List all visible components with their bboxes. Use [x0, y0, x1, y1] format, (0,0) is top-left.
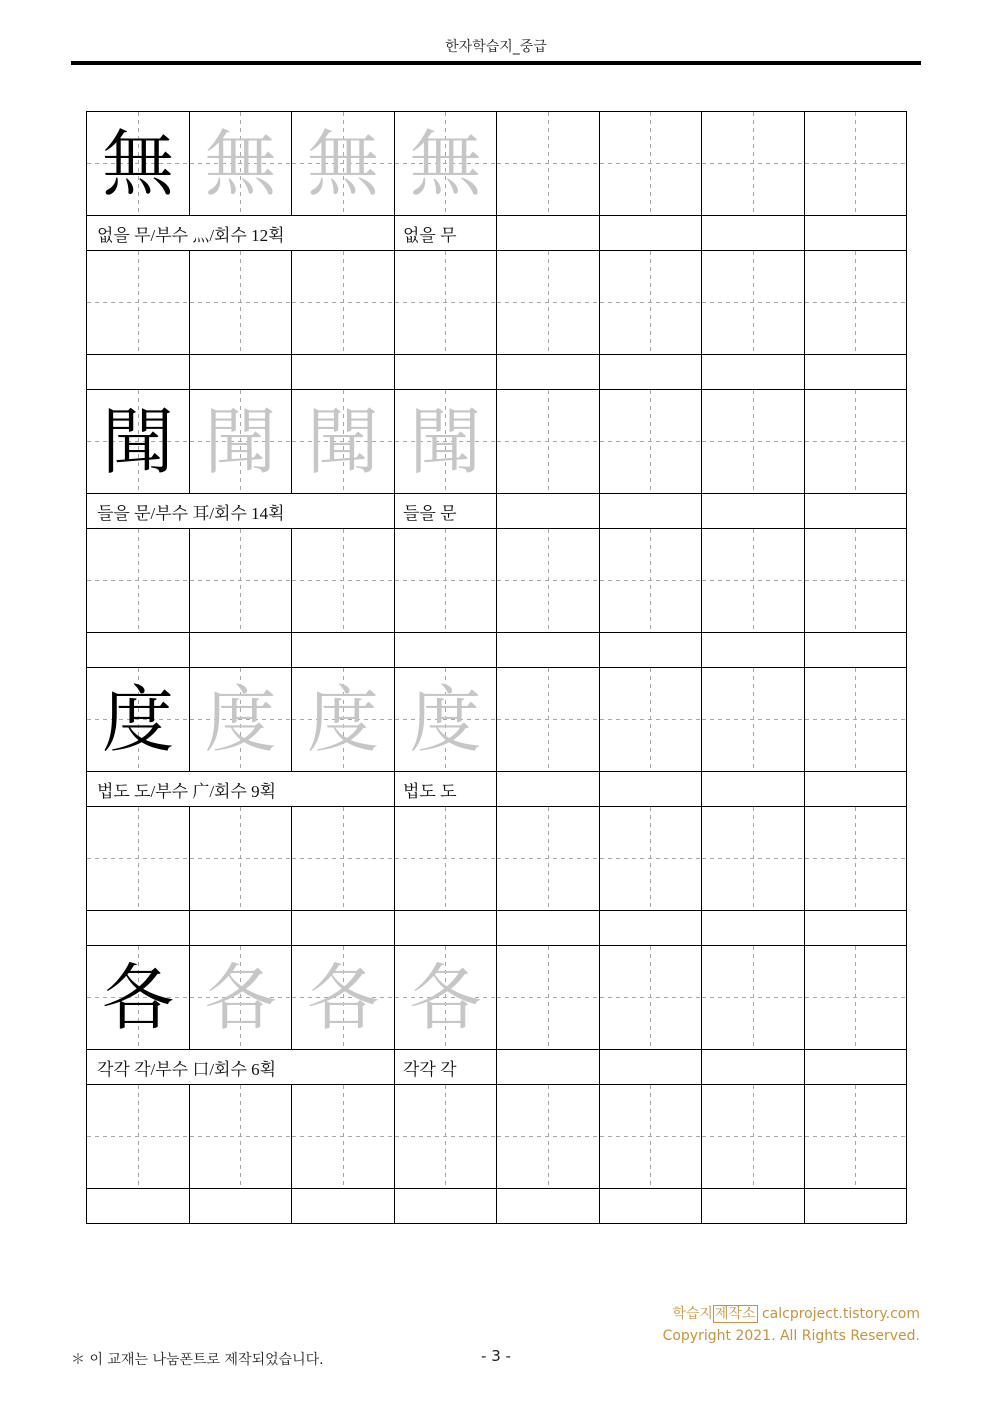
- practice-row: [87, 251, 907, 355]
- char-row: [87, 946, 907, 1050]
- info-row: [87, 1050, 907, 1085]
- char-info-cell: [87, 1050, 395, 1085]
- trace-char: 各: [306, 955, 379, 1040]
- trace-char: 各: [204, 955, 277, 1040]
- char-reading: 들을 문: [403, 503, 457, 523]
- practice-cell: [702, 1085, 805, 1189]
- model-char-cell: [87, 668, 190, 772]
- model-char-cell: [87, 390, 190, 494]
- empty-label-cell: [600, 494, 702, 529]
- empty-label-cell: [600, 216, 702, 251]
- blank-row: [87, 633, 907, 668]
- empty-label-cell: [702, 772, 805, 807]
- model-char-cell: [87, 112, 190, 216]
- practice-cell: [87, 251, 190, 355]
- empty-label-cell: [87, 1189, 190, 1224]
- practice-cell: [497, 529, 600, 633]
- practice-cell: [497, 668, 600, 772]
- practice-cell: [292, 529, 395, 633]
- trace-char: 無: [204, 121, 277, 206]
- trace-char-cell: [190, 946, 292, 1050]
- empty-label-cell: [497, 494, 600, 529]
- empty-label-cell: [395, 355, 497, 390]
- empty-label-cell: [600, 633, 702, 668]
- practice-cell: [600, 807, 702, 911]
- char-reading-cell: [395, 216, 497, 251]
- practice-cell: [805, 251, 907, 355]
- trace-char-cell: [292, 668, 395, 772]
- practice-cell: [805, 1085, 907, 1189]
- empty-label-cell: [805, 1050, 907, 1085]
- empty-label-cell: [600, 772, 702, 807]
- practice-cell: [600, 390, 702, 494]
- trace-char-cell: [395, 112, 497, 216]
- empty-label-cell: [805, 772, 907, 807]
- practice-cell: [190, 251, 292, 355]
- empty-label-cell: [600, 1050, 702, 1085]
- practice-cell: [702, 251, 805, 355]
- trace-char-cell: [395, 668, 497, 772]
- empty-label-cell: [190, 633, 292, 668]
- empty-label-cell: [805, 494, 907, 529]
- empty-label-cell: [600, 1189, 702, 1224]
- blank-row: [87, 1189, 907, 1224]
- practice-cell: [87, 807, 190, 911]
- model-char: 各: [101, 955, 174, 1040]
- empty-label-cell: [497, 216, 600, 251]
- model-char-cell: [87, 946, 190, 1050]
- practice-cell: [702, 807, 805, 911]
- practice-cell: [395, 529, 497, 633]
- empty-label-cell: [395, 911, 497, 946]
- practice-cell: [190, 529, 292, 633]
- empty-label-cell: [702, 355, 805, 390]
- trace-char-cell: [292, 390, 395, 494]
- brand-prefix: 학습지: [672, 1306, 713, 1322]
- practice-cell: [805, 946, 907, 1050]
- char-reading: 각각 각: [403, 1059, 457, 1079]
- practice-cell: [497, 946, 600, 1050]
- trace-char: 度: [204, 677, 277, 762]
- empty-label-cell: [292, 1189, 395, 1224]
- practice-cell: [292, 807, 395, 911]
- trace-char: 無: [306, 121, 379, 206]
- empty-label-cell: [497, 1050, 600, 1085]
- practice-cell: [702, 668, 805, 772]
- empty-label-cell: [395, 633, 497, 668]
- empty-label-cell: [600, 911, 702, 946]
- font-note: ＊ 이 교재는 나눔폰트로 제작되었습니다.: [71, 1352, 324, 1368]
- info-row: [87, 216, 907, 251]
- char-info-cell: [87, 494, 395, 529]
- practice-cell: [190, 807, 292, 911]
- empty-label-cell: [702, 216, 805, 251]
- page-number: - 3 -: [481, 1347, 511, 1365]
- char-info: 들을 문/부수 耳/회수 14획: [97, 503, 285, 523]
- practice-cell: [292, 251, 395, 355]
- empty-label-cell: [497, 633, 600, 668]
- empty-label-cell: [497, 1189, 600, 1224]
- empty-label-cell: [395, 1189, 497, 1224]
- practice-cell: [497, 1085, 600, 1189]
- char-info: 법도 도/부수 广/회수 9획: [97, 781, 277, 801]
- trace-char-cell: [190, 112, 292, 216]
- empty-label-cell: [702, 633, 805, 668]
- practice-cell: [600, 251, 702, 355]
- empty-label-cell: [497, 772, 600, 807]
- trace-char: 各: [409, 955, 482, 1040]
- empty-label-cell: [292, 355, 395, 390]
- trace-char-cell: [395, 390, 497, 494]
- empty-label-cell: [805, 911, 907, 946]
- practice-cell: [497, 390, 600, 494]
- char-info-cell: [87, 772, 395, 807]
- practice-row: [87, 807, 907, 911]
- empty-label-cell: [805, 633, 907, 668]
- empty-label-cell: [190, 355, 292, 390]
- practice-cell: [395, 1085, 497, 1189]
- practice-cell: [497, 807, 600, 911]
- empty-label-cell: [805, 1189, 907, 1224]
- empty-label-cell: [87, 633, 190, 668]
- publisher-brand: [672, 1303, 920, 1323]
- practice-cell: [497, 112, 600, 216]
- practice-cell: [190, 1085, 292, 1189]
- brand-boxed: 제작소: [714, 1306, 756, 1322]
- page-header-title: 한자학습지_중급: [445, 39, 547, 55]
- practice-cell: [805, 112, 907, 216]
- practice-cell: [600, 112, 702, 216]
- char-reading: 법도 도: [403, 781, 457, 801]
- practice-cell: [600, 668, 702, 772]
- empty-label-cell: [600, 355, 702, 390]
- empty-label-cell: [497, 355, 600, 390]
- trace-char-cell: [395, 946, 497, 1050]
- header-rule: [71, 61, 921, 65]
- practice-cell: [702, 112, 805, 216]
- practice-cell: [497, 251, 600, 355]
- char-info: 각각 각/부수 口/회수 6획: [97, 1059, 277, 1079]
- blank-row: [87, 911, 907, 946]
- char-row: [87, 112, 907, 216]
- trace-char: 度: [409, 677, 482, 762]
- empty-label-cell: [87, 355, 190, 390]
- practice-cell: [702, 946, 805, 1050]
- practice-cell: [395, 251, 497, 355]
- trace-char-cell: [292, 946, 395, 1050]
- practice-row: [87, 529, 907, 633]
- model-char: 無: [101, 121, 174, 206]
- empty-label-cell: [87, 911, 190, 946]
- char-reading: 없을 무: [403, 225, 457, 245]
- trace-char-cell: [292, 112, 395, 216]
- info-row: [87, 494, 907, 529]
- empty-label-cell: [805, 355, 907, 390]
- practice-cell: [805, 807, 907, 911]
- char-info: 없을 무/부수 灬/회수 12획: [97, 225, 285, 245]
- char-info-cell: [87, 216, 395, 251]
- practice-cell: [702, 529, 805, 633]
- blank-row: [87, 355, 907, 390]
- practice-cell: [600, 946, 702, 1050]
- trace-char: 聞: [409, 399, 482, 484]
- char-reading-cell: [395, 772, 497, 807]
- trace-char: 度: [306, 677, 379, 762]
- char-row: [87, 390, 907, 494]
- empty-label-cell: [805, 216, 907, 251]
- practice-cell: [87, 529, 190, 633]
- empty-label-cell: [702, 911, 805, 946]
- empty-label-cell: [702, 1050, 805, 1085]
- practice-cell: [395, 807, 497, 911]
- practice-cell: [292, 1085, 395, 1189]
- practice-cell: [805, 390, 907, 494]
- copyright-notice: Copyright 2021. All Rights Reserved.: [662, 1328, 920, 1344]
- trace-char: 無: [409, 121, 482, 206]
- trace-char-cell: [190, 390, 292, 494]
- empty-label-cell: [190, 911, 292, 946]
- empty-label-cell: [702, 494, 805, 529]
- practice-cell: [600, 529, 702, 633]
- empty-label-cell: [292, 633, 395, 668]
- char-reading-cell: [395, 1050, 497, 1085]
- practice-cell: [805, 668, 907, 772]
- empty-label-cell: [190, 1189, 292, 1224]
- empty-label-cell: [702, 1189, 805, 1224]
- char-reading-cell: [395, 494, 497, 529]
- model-char: 聞: [101, 399, 174, 484]
- practice-cell: [87, 1085, 190, 1189]
- info-row: [87, 772, 907, 807]
- trace-char: 聞: [306, 399, 379, 484]
- practice-cell: [702, 390, 805, 494]
- practice-cell: [600, 1085, 702, 1189]
- model-char: 度: [101, 677, 174, 762]
- practice-row: [87, 1085, 907, 1189]
- practice-cell: [805, 529, 907, 633]
- brand-url: calcproject.tistory.com: [761, 1306, 920, 1322]
- trace-char: 聞: [204, 399, 277, 484]
- char-row: [87, 668, 907, 772]
- empty-label-cell: [292, 911, 395, 946]
- trace-char-cell: [190, 668, 292, 772]
- hanja-practice-grid: [86, 111, 907, 1224]
- empty-label-cell: [497, 911, 600, 946]
